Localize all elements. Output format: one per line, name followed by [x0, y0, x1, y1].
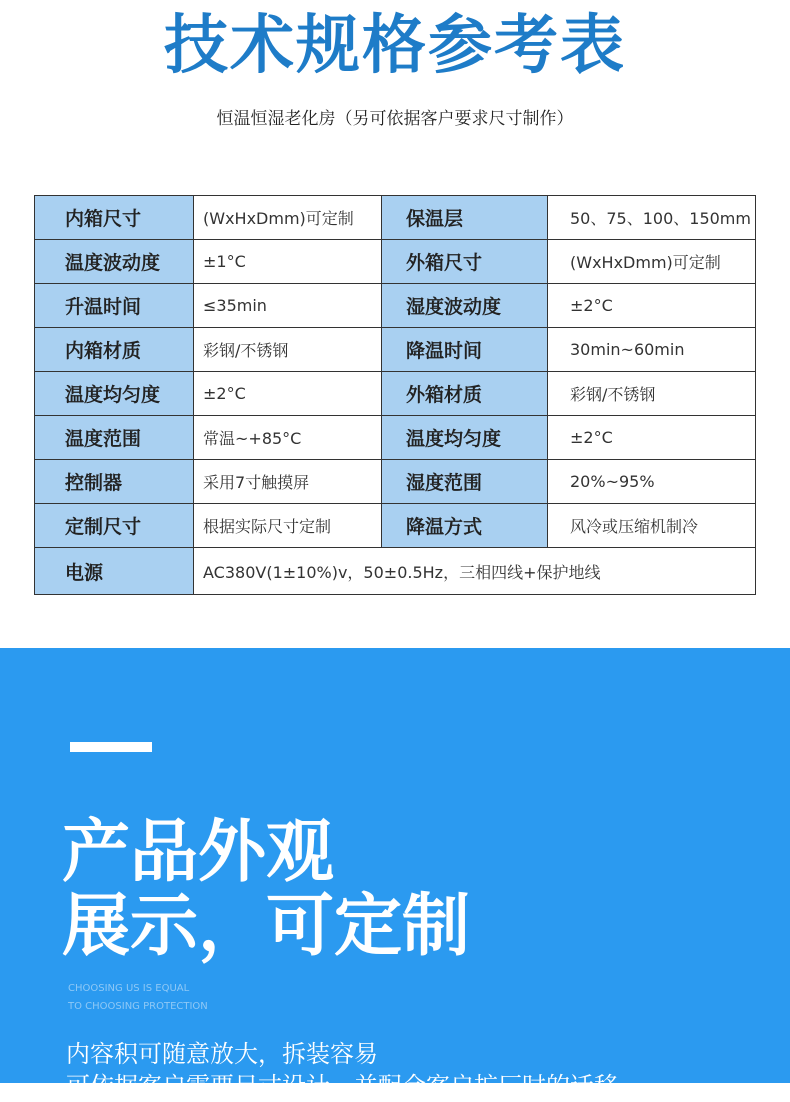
spec-label: 外箱尺寸 — [382, 240, 548, 284]
spec-label: 温度均匀度 — [382, 416, 548, 460]
table-row-power — [35, 548, 756, 595]
spec-value: 根据实际尺寸定制 — [194, 504, 382, 548]
headline-line-2: 展示，可定制 — [62, 887, 471, 966]
spec-value: 常温~+85°C — [194, 416, 382, 460]
spec-label-power: 电源 — [35, 548, 194, 595]
desc-line-2: 可依据客户需要尺寸设计，并配合客户扩厂时的迁移 — [66, 1072, 618, 1100]
spec-value: 彩钢/不锈钢 — [194, 328, 382, 372]
spec-value: 30min~60min — [548, 328, 756, 372]
spec-value: (WxHxDmm)可定制 — [194, 196, 382, 240]
feature-headline — [62, 813, 471, 966]
spec-value: ±2°C — [548, 284, 756, 328]
spec-label: 湿度范围 — [382, 460, 548, 504]
spec-table — [34, 195, 756, 595]
page-title: 技术规格参考表 — [164, 9, 626, 83]
spec-label: 降温方式 — [382, 504, 548, 548]
spec-value: 采用7寸触摸屏 — [194, 460, 382, 504]
english-tagline — [68, 980, 208, 1016]
table-row — [35, 460, 756, 504]
headline-line-1: 产品外观 — [62, 813, 335, 892]
spec-value: 50、75、100、150mm — [548, 196, 756, 240]
spec-label: 定制尺寸 — [35, 504, 194, 548]
spec-value: ±2°C — [194, 372, 382, 416]
spec-label: 温度均匀度 — [35, 372, 194, 416]
spec-value: ±1°C — [194, 240, 382, 284]
spec-label: 降温时间 — [382, 328, 548, 372]
desc-line-1: 内容积可随意放大，拆装容易 — [66, 1040, 378, 1068]
spec-value: 20%~95% — [548, 460, 756, 504]
spec-label: 内箱尺寸 — [35, 196, 194, 240]
page-subtitle: 恒温恒湿老化房（另可依据客户要求尺寸制作） — [216, 109, 574, 129]
table-row — [35, 504, 756, 548]
table-row — [35, 372, 756, 416]
table-row — [35, 284, 756, 328]
table-row — [35, 328, 756, 372]
english-line-1: CHOOSING US IS EQUAL — [68, 983, 190, 994]
spec-label: 升温时间 — [35, 284, 194, 328]
spec-value: 风冷或压缩机制冷 — [548, 504, 756, 548]
table-row — [35, 240, 756, 284]
spec-value-power: AC380V(1±10%)v，50±0.5Hz，三相四线+保护地线 — [194, 548, 756, 595]
spec-label: 温度波动度 — [35, 240, 194, 284]
spec-label: 外箱材质 — [382, 372, 548, 416]
feature-description — [66, 1038, 618, 1102]
spec-label: 温度范围 — [35, 416, 194, 460]
table-row — [35, 196, 756, 240]
spec-table-body — [35, 196, 756, 548]
table-row — [35, 416, 756, 460]
spec-value: (WxHxDmm)可定制 — [548, 240, 756, 284]
feature-section — [0, 648, 790, 1100]
spec-label: 内箱材质 — [35, 328, 194, 372]
spec-value: ≤35min — [194, 284, 382, 328]
spec-label: 控制器 — [35, 460, 194, 504]
english-line-2: TO CHOOSING PROTECTION — [68, 1001, 208, 1012]
accent-bar — [70, 742, 152, 752]
spec-label: 保温层 — [382, 196, 548, 240]
spec-value: 彩钢/不锈钢 — [548, 372, 756, 416]
spec-label: 湿度波动度 — [382, 284, 548, 328]
spec-value: ±2°C — [548, 416, 756, 460]
